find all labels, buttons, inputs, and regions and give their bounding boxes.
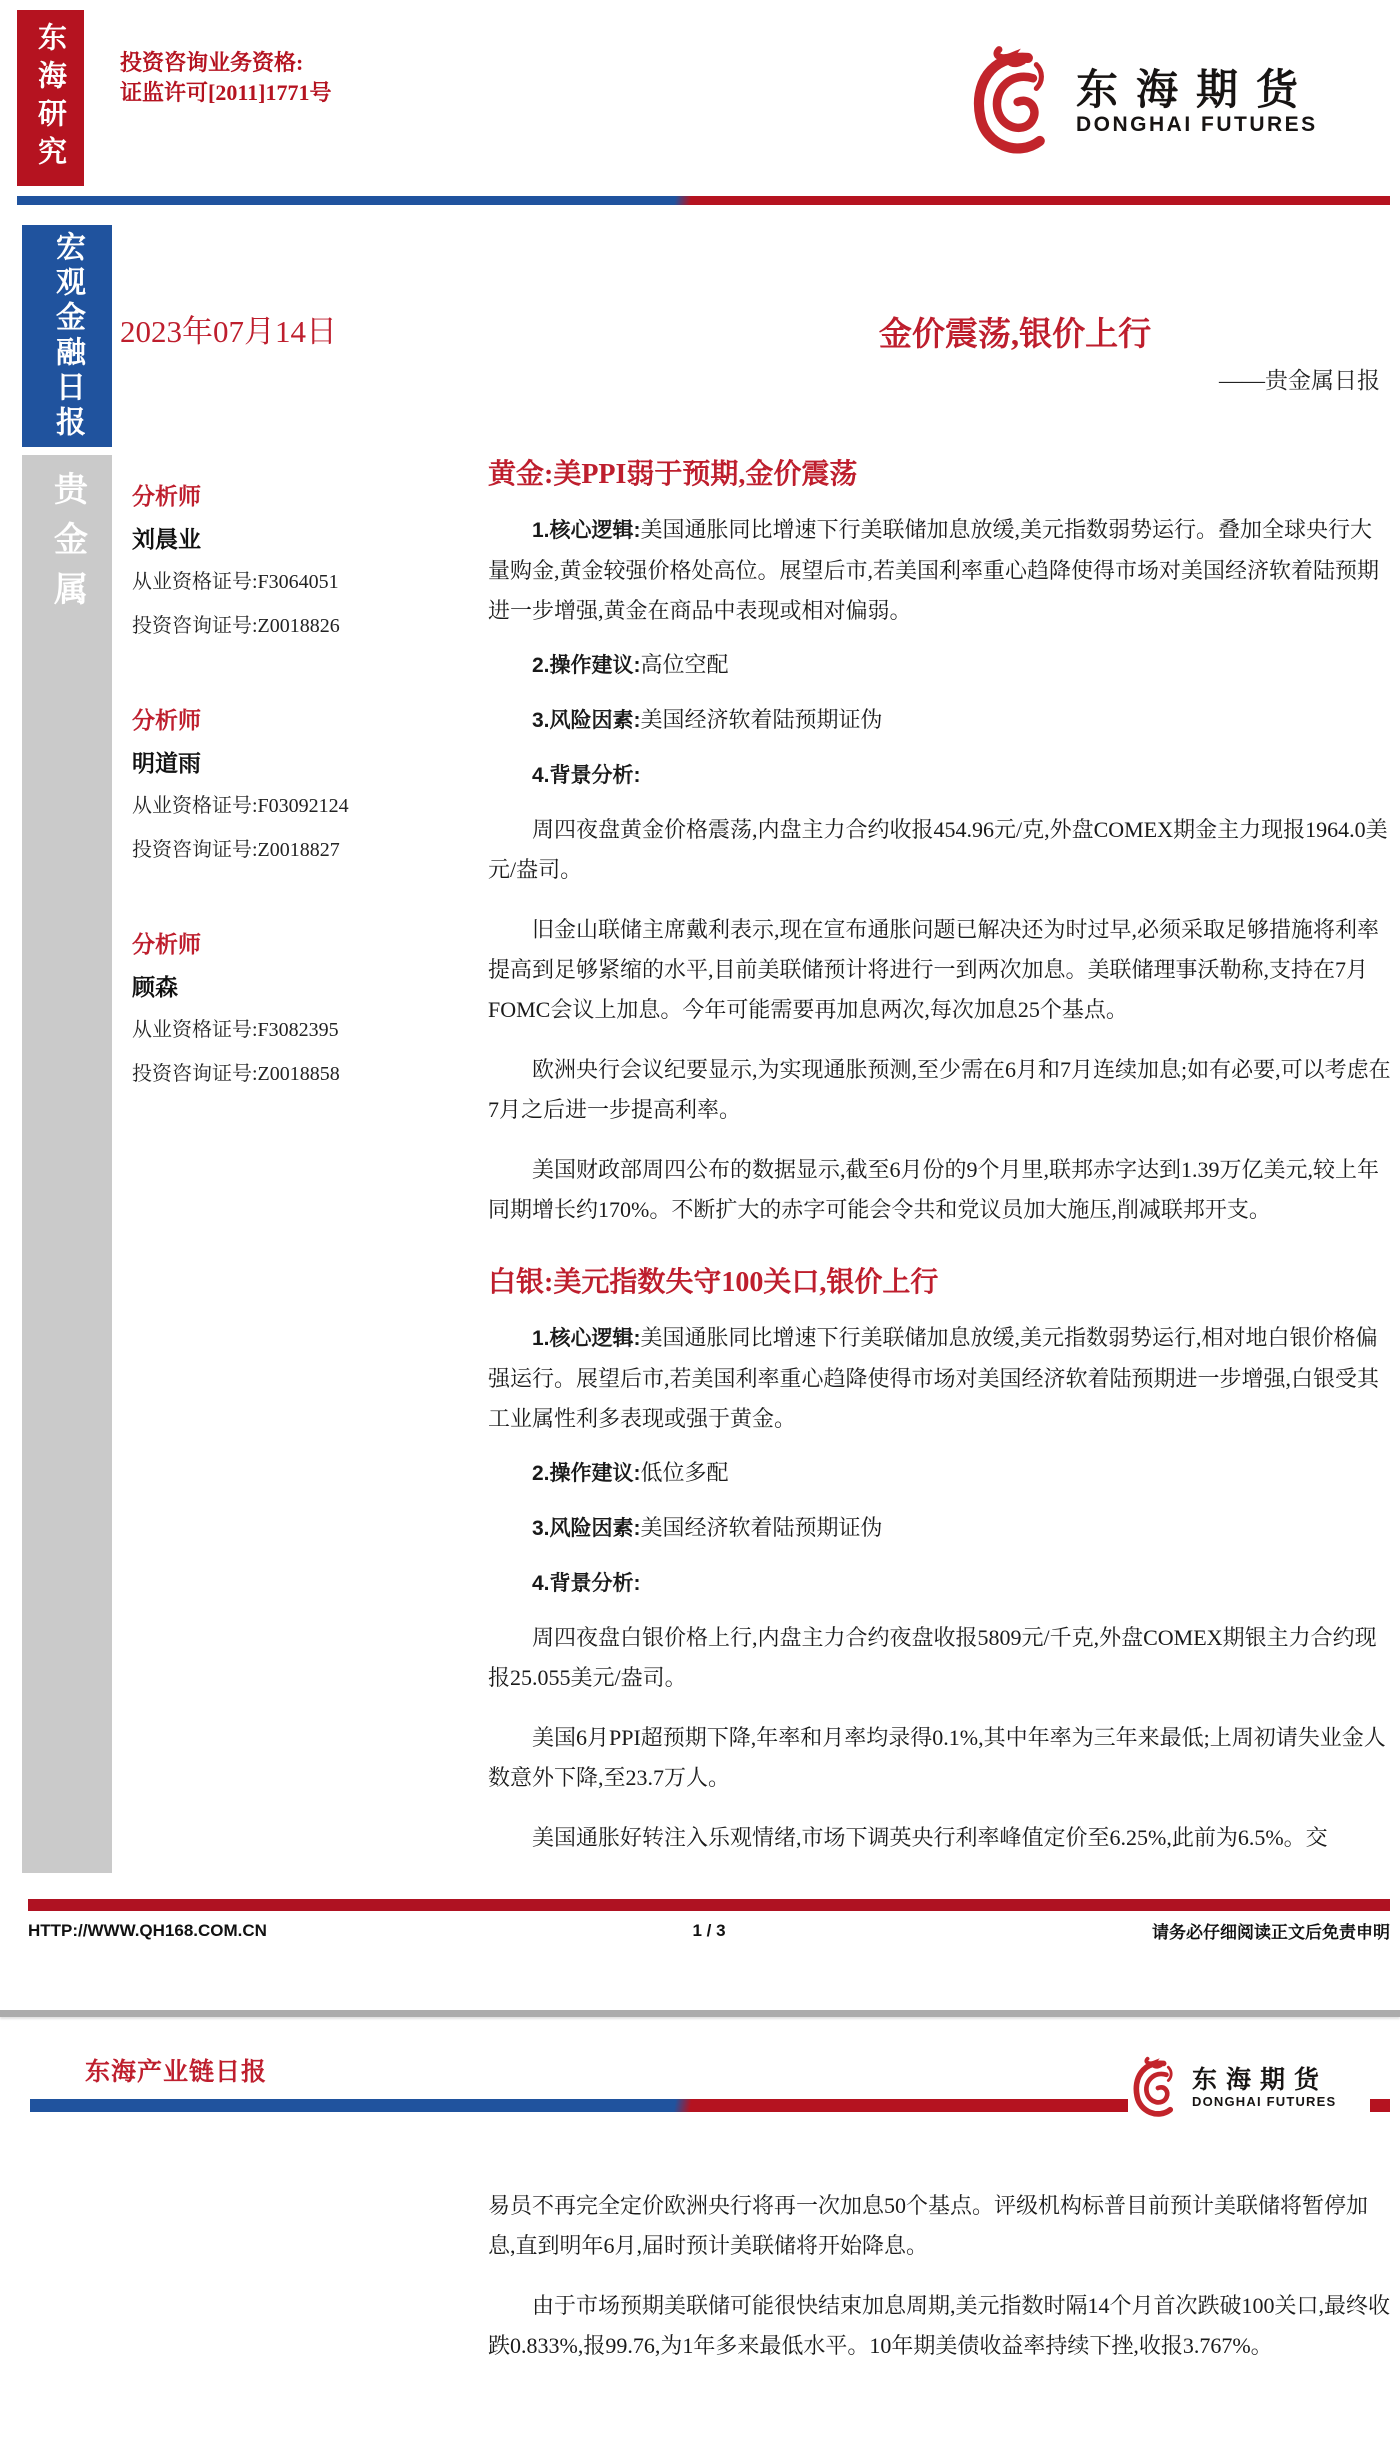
header-divider — [17, 196, 1390, 205]
logo-text — [1070, 67, 1318, 137]
logo-chinese-name: 东海期货 — [1192, 2065, 1329, 2094]
silver-risk — [488, 1508, 1393, 1549]
silver-advice-text: 低位多配 — [640, 1460, 729, 1485]
analyst-role: 分析师 — [132, 931, 201, 957]
analyst-cert-1: 从业资格证号:F3064051 — [132, 571, 339, 593]
silver-risk-label: 3.风险因素: — [532, 1517, 641, 1540]
analyst-cert-2: 投资咨询证号:Z0018827 — [132, 839, 340, 861]
sidebar-report-type-text: 宏观金融日报 — [51, 231, 84, 441]
report-subtitle: ——贵金属日报 — [1219, 368, 1380, 393]
analyst-cert-1: 从业资格证号:F3082395 — [132, 1019, 339, 1041]
silver-paragraph-3: 美国通胀好转注入乐观情绪,市场下调英央行利率峰值定价至6.25%,此前为6.5%。交 — [532, 1825, 1328, 1850]
analyst-name: 明道雨 — [132, 750, 201, 776]
brand-banner — [17, 10, 84, 186]
silver-section-heading: 白银:美元指数失守100关口,银价上行 — [488, 1267, 939, 1298]
brand-banner-text: 东海研究 — [34, 22, 66, 174]
sidebar-category-box — [22, 455, 112, 1873]
gold-core-logic-text: 美国通胀同比增速下行美联储加息放缓,美元指数弱势运行。叠加全球央行大量购金,黄金较强价格处高位。展望后市,若美国利率重心趋降使得市场对美国经济软着陆预期进一步增强,黄金在商品中表现或相对偏弱。 — [488, 517, 1380, 623]
page-separator — [0, 2010, 1400, 2017]
gold-background-label: 4.背景分析: — [532, 764, 641, 787]
analyst-name: 顾森 — [132, 974, 178, 1000]
silver-core-logic-label: 1.核心逻辑: — [532, 1327, 641, 1350]
gold-risk-text: 美国经济软着陆预期证伪 — [640, 707, 883, 732]
silver-background — [488, 1563, 1393, 1604]
logo-chinese-name: 东海期货 — [1076, 65, 1317, 113]
report-date: 2023年07月14日 — [120, 314, 337, 349]
silver-core-logic-text: 美国通胀同比增速下行美联储加息放缓,美元指数弱势运行,相对地白银价格偏强运行。展望后市,若美国利率重心趋降使得市场对美国经济软着陆预期进一步增强,白银受其工业属性利多表现或强于黄金。 — [488, 1325, 1380, 1431]
sidebar-category-text: 贵金属 — [48, 471, 86, 621]
dragon-logo-icon — [962, 41, 1070, 163]
footer-disclaimer: 请务必仔细阅读正文后免责申明 — [1152, 1923, 1390, 1942]
analyst-card — [132, 702, 472, 872]
page-footer — [28, 1918, 1390, 1943]
silver-core-logic — [488, 1318, 1393, 1439]
report-title: 金价震荡,银价上行 — [878, 317, 1152, 353]
gold-advice — [488, 645, 1393, 686]
gold-paragraph-2: 旧金山联储主席戴利表示,现在宣布通胀问题已解决还为时过早,必须采取足够措施将利率提高到足够紧缩的水平,目前美联储预计将进行一到两次加息。美联储理事沃勒称,支持在7月FOMC会议上加息。今年可能需要再加息两次,每次加息25个基点。 — [488, 917, 1380, 1022]
footer-url: HTTP://WWW.QH168.COM.CN — [28, 1920, 267, 1940]
silver-advice-label: 2.操作建议: — [532, 1462, 641, 1485]
analyst-cert-2: 投资咨询证号:Z0018826 — [132, 615, 340, 637]
analyst-name: 刘晨业 — [132, 526, 201, 552]
gold-section-heading: 黄金:美PPI弱于预期,金价震荡 — [488, 459, 858, 490]
page2-body — [488, 2186, 1393, 2386]
logo-english-name: DONGHAI FUTURES — [1192, 2094, 1337, 2110]
analyst-role: 分析师 — [132, 483, 201, 509]
logo-english-name: DONGHAI FUTURES — [1076, 113, 1318, 137]
gold-background — [488, 755, 1393, 796]
gold-paragraph-4: 美国财政部周四公布的数据显示,截至6月份的9个月里,联邦赤字达到1.39万亿美元,较上年同期增长约170%。不断扩大的赤字可能会令共和党议员加大施压,削减联邦开支。 — [488, 1157, 1380, 1222]
gold-core-logic — [488, 510, 1393, 631]
silver-paragraph-2: 美国6月PPI超预期下降,年率和月率均录得0.1%,其中年率为三年来最低;上周初请失业金人数意外下降,至23.7万人。 — [488, 1725, 1386, 1790]
analysts-panel — [132, 478, 472, 1150]
silver-paragraph-1: 周四夜盘白银价格上行,内盘主力合约夜盘收报5809元/千克,外盘COMEX期银主力合约现报25.055美元/盎司。 — [488, 1625, 1377, 1690]
page2-company-logo — [1128, 2049, 1370, 2127]
page2-header-title: 东海产业链日报 — [85, 2058, 268, 2086]
analyst-card — [132, 926, 472, 1096]
gold-risk — [488, 700, 1393, 741]
sidebar-report-type-box — [22, 225, 112, 447]
analyst-role: 分析师 — [132, 707, 201, 733]
qualification-line1: 投资咨询业务资格: — [120, 50, 304, 75]
gold-core-logic-label: 1.核心逻辑: — [532, 519, 641, 542]
analyst-cert-1: 从业资格证号:F03092124 — [132, 795, 349, 817]
footer-divider — [28, 1899, 1390, 1911]
silver-risk-text: 美国经济软着陆预期证伪 — [640, 1515, 883, 1540]
gold-advice-label: 2.操作建议: — [532, 654, 641, 677]
gold-paragraph-3: 欧洲央行会议纪要显示,为实现通胀预测,至少需在6月和7月连续加息;如有必要,可以考虑在7月之后进一步提高利率。 — [488, 1057, 1391, 1122]
page2-paragraph-2: 由于市场预期美联储可能很快结束加息周期,美元指数时隔14个月首次跌破100关口,最终收跌0.833%,报99.76,为1年多来最低水平。10年期美债收益率持续下挫,收报3.767%。 — [488, 2293, 1391, 2358]
gold-risk-label: 3.风险因素: — [532, 709, 641, 732]
gold-advice-text: 高位空配 — [640, 652, 729, 677]
footer-page-number: 1 / 3 — [692, 1920, 726, 1940]
logo-text — [1186, 2067, 1336, 2110]
analyst-card — [132, 478, 472, 648]
qualification-line2: 证监许可[2011]1771号 — [120, 80, 332, 105]
analyst-cert-2: 投资咨询证号:Z0018858 — [132, 1063, 340, 1085]
silver-advice — [488, 1453, 1393, 1494]
silver-background-label: 4.背景分析: — [532, 1572, 641, 1595]
dragon-logo-icon — [1128, 2054, 1186, 2122]
gold-paragraph-1: 周四夜盘黄金价格震荡,内盘主力合约收报454.96元/克,外盘COMEX期金主力现报1964.0美元/盎司。 — [488, 817, 1388, 882]
page2-paragraph-1: 易员不再完全定价欧洲央行将再一次加息50个基点。评级机构标普目前预计美联储将暂停加息,直到明年6月,届时预计美联储将开始降息。 — [488, 2193, 1369, 2258]
qualification-block — [120, 48, 331, 108]
company-logo — [962, 38, 1392, 166]
report-body — [488, 452, 1393, 1878]
